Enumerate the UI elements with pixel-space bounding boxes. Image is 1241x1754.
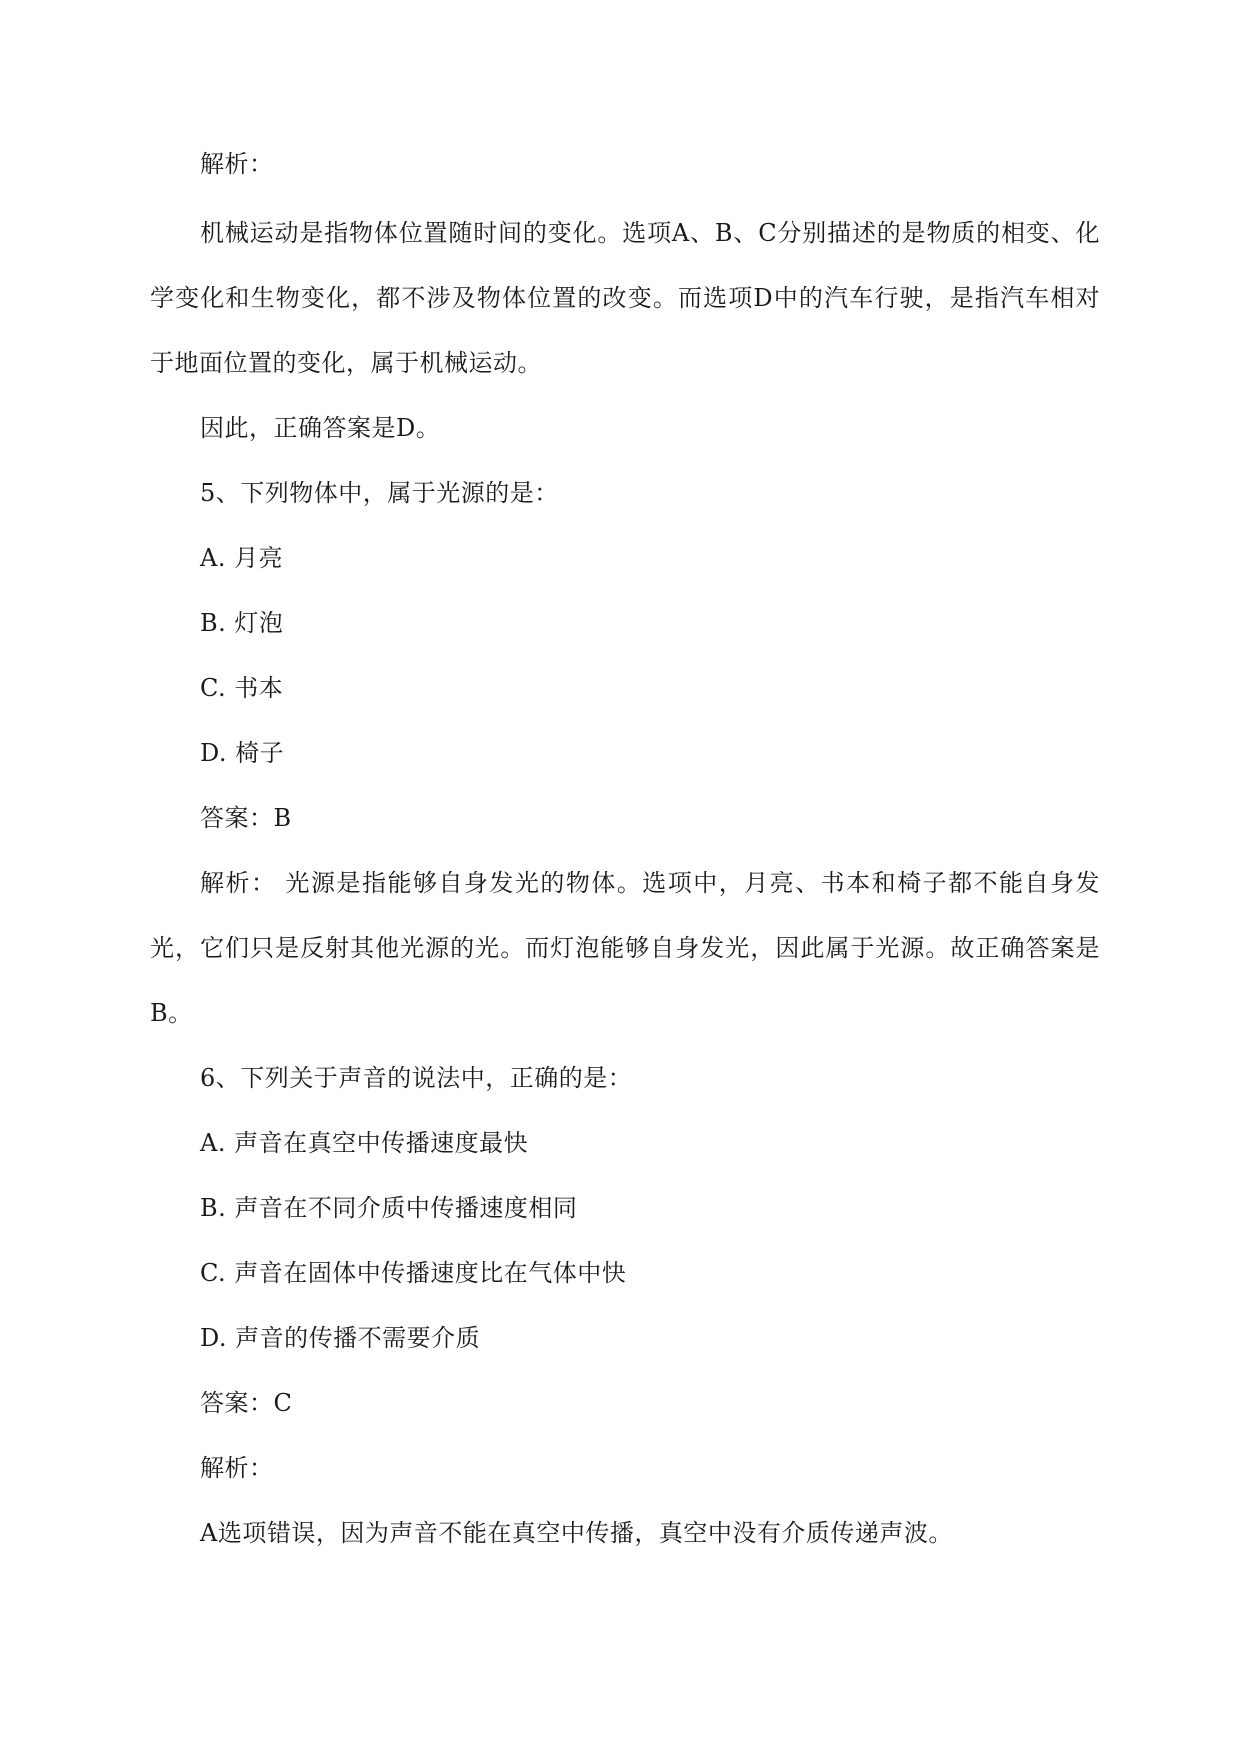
option-a: A. 声音在真空中传播速度最快 bbox=[200, 1129, 529, 1157]
option-c: C. 书本 bbox=[200, 674, 284, 702]
option-d: D. 椅子 bbox=[200, 739, 285, 767]
analysis-paragraph-line: A选项错误，因为声音不能在真空中传播，真空中没有介质传递声波。 bbox=[200, 1519, 953, 1547]
option-b: B. 灯泡 bbox=[200, 609, 284, 637]
answer-label: 答案：B bbox=[200, 804, 292, 832]
analysis-paragraph-line: B。 bbox=[150, 999, 193, 1027]
option-a: A. 月亮 bbox=[200, 544, 284, 572]
option-b: B. 声音在不同介质中传播速度相同 bbox=[200, 1194, 578, 1222]
question-5: 5、下列物体中，属于光源的是： bbox=[200, 479, 559, 507]
answer-conclusion: 因此，正确答案是D。 bbox=[200, 414, 441, 442]
analysis-paragraph-line: 于地面位置的变化，属于机械运动。 bbox=[150, 349, 542, 377]
analysis-paragraph-line: 学变化和生物变化，都不涉及物体位置的改变。而选项D中的汽车行驶，是指汽车相对 bbox=[150, 284, 1100, 312]
question-6: 6、下列关于声音的说法中，正确的是： bbox=[200, 1064, 633, 1092]
option-c: C. 声音在固体中传播速度比在气体中快 bbox=[200, 1259, 627, 1287]
answer-label: 答案：C bbox=[200, 1389, 293, 1417]
analysis-paragraph-line: 解析： 光源是指能够自身发光的物体。选项中，月亮、书本和椅子都不能自身发 bbox=[200, 869, 1100, 897]
analysis-heading: 解析： bbox=[200, 150, 274, 178]
analysis-paragraph-line: 机械运动是指物体位置随时间的变化。选项A、B、C分别描述的是物质的相变、化 bbox=[200, 219, 1100, 247]
analysis-paragraph-line: 光，它们只是反射其他光源的光。而灯泡能够自身发光，因此属于光源。故正确答案是 bbox=[150, 934, 1100, 962]
analysis-heading: 解析： bbox=[200, 1454, 274, 1482]
option-d: D. 声音的传播不需要介质 bbox=[200, 1324, 481, 1352]
